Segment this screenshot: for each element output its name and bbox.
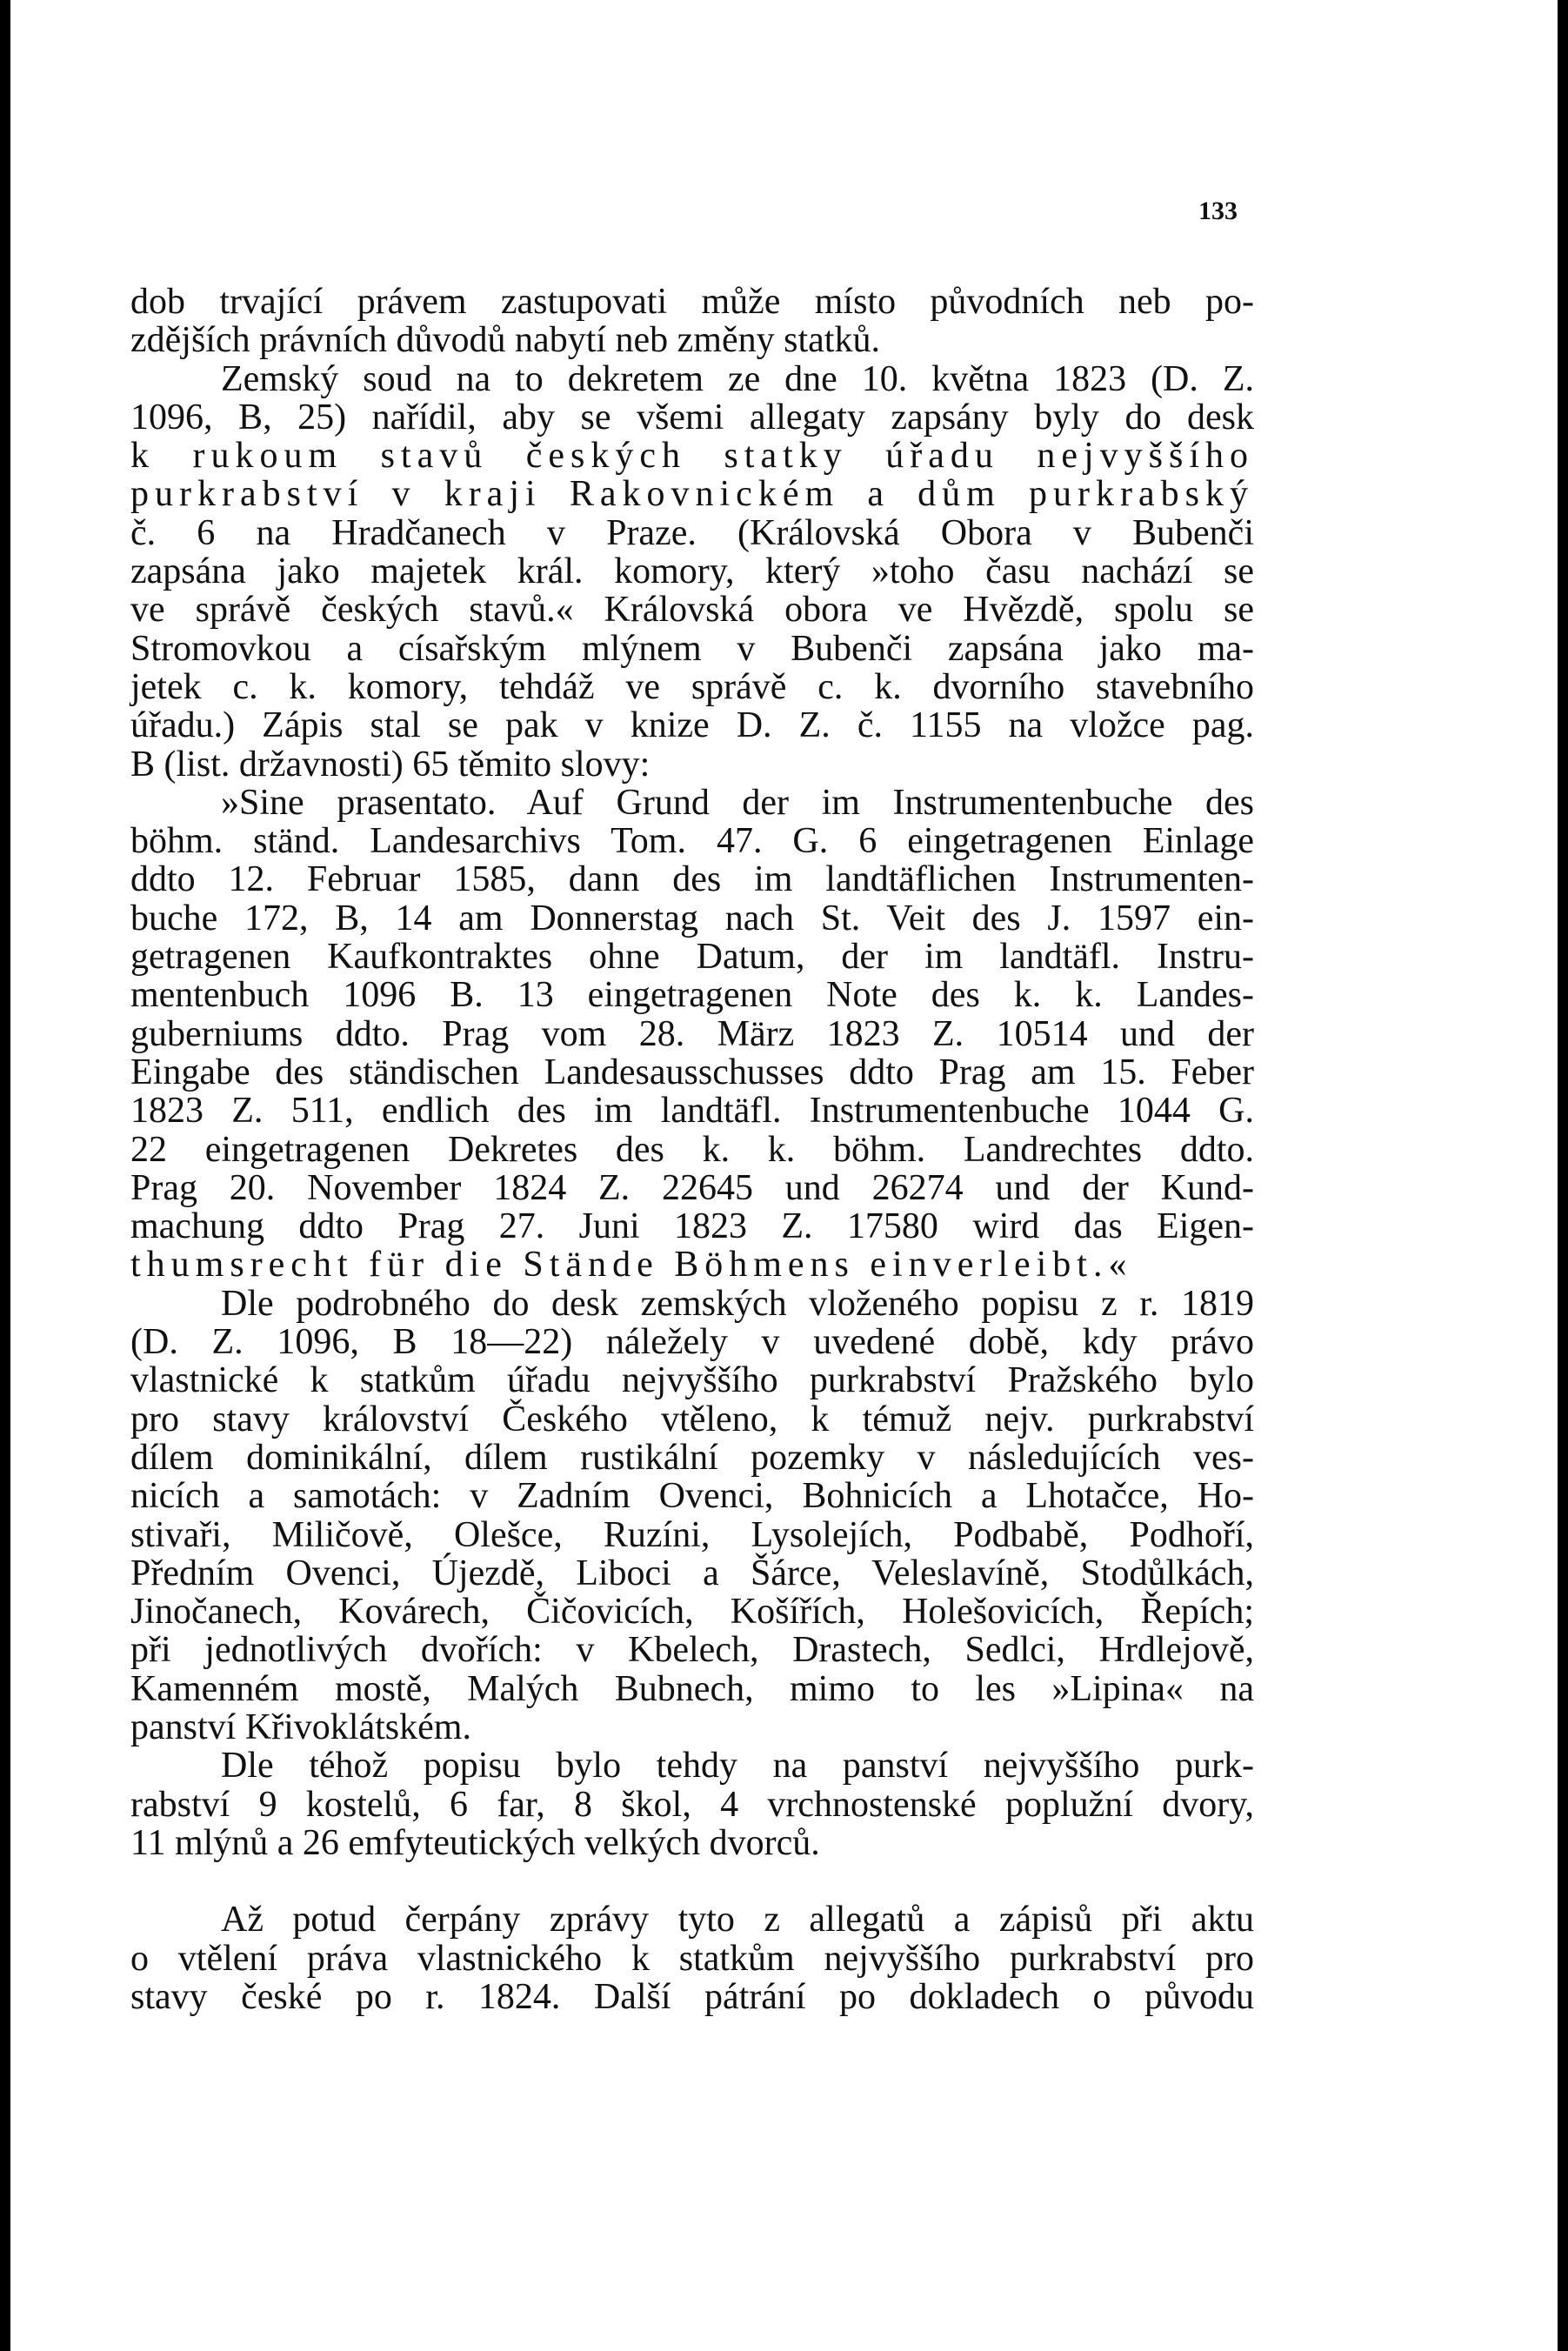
text-line: k rukoum stavů českých statky úřadu nejvyššího xyxy=(130,436,1254,477)
text-line: Prag 20. November 1824 Z. 22645 und 26274 und der Kund- xyxy=(130,1167,1254,1208)
text-line: 1823 Z. 511, endlich des im landtäfl. Instrumentenbuche 1044 G. xyxy=(130,1091,1254,1132)
text-line: zapsána jako majetek král. komory, který »toho času nachází se xyxy=(130,551,1254,592)
text-line: Zemský soud na to dekretem ze dne 10. května 1823 (D. Z. xyxy=(221,358,1254,399)
text-line: ddto 12. Februar 1585, dann des im landtäflichen Instrumenten- xyxy=(130,859,1254,900)
text-line: B (list. državnosti) 65 těmito slovy: xyxy=(130,744,651,785)
text-line: dílem dominikální, dílem rustikální pozemky v následujících ves- xyxy=(130,1437,1254,1478)
text-line: buche 172, B, 14 am Donnerstag nach St. Veit des J. 1597 ein- xyxy=(130,898,1254,938)
text-line: zdějších právních důvodů nabytí neb změny statků. xyxy=(130,320,880,361)
text-line: jetek c. k. komory, tehdáž ve správě c. k. dvorního stavebního xyxy=(130,666,1254,707)
text-line: nicích a samotách: v Zadním Ovenci, Bohnicích a Lhotačce, Ho- xyxy=(130,1476,1254,1517)
text-line: 11 mlýnů a 26 emfyteutických velkých dvorců. xyxy=(130,1822,820,1863)
text-line: Stromovkou a císařským mlýnem v Bubenči zapsána jako ma- xyxy=(130,628,1254,669)
page-number: 133 xyxy=(1198,197,1238,225)
text-line: dob trvající právem zastupovati může místo původních neb po- xyxy=(130,282,1254,322)
text-line: Předním Ovenci, Újezdě, Liboci a Šárce, Veleslavíně, Stodůlkách, xyxy=(130,1553,1254,1593)
text-line xyxy=(130,1862,1254,1900)
body-text xyxy=(130,283,1254,2016)
text-line: Dle téhož popisu bylo tehdy na panství nejvyššího purk- xyxy=(221,1746,1254,1787)
text-line: Až potud čerpány zprávy tyto z allegatů a zápisů při aktu xyxy=(221,1900,1254,1940)
text-line: vlastnické k statkům úřadu nejvyššího purkrabství Pražského bylo xyxy=(130,1360,1254,1401)
text-line: Eingabe des ständischen Landesausschusses ddto Prag am 15. Feber xyxy=(130,1052,1254,1092)
text-line: böhm. ständ. Landesarchivs Tom. 47. G. 6 eingetragenen Einlage xyxy=(130,821,1254,862)
text-line: úřadu.) Zápis stal se pak v knize D. Z. č. 1155 na vložce pag. xyxy=(130,705,1254,746)
text-line: 22 eingetragenen Dekretes des k. k. böhm. Landrechtes ddto. xyxy=(130,1129,1254,1170)
text-line: rabství 9 kostelů, 6 far, 8 škol, 4 vrchnostenské poplužní dvory, xyxy=(130,1784,1254,1825)
text-line: »Sine prasentato. Auf Grund der im Instrumentenbuche des xyxy=(221,782,1254,823)
text-line: stavy české po r. 1824. Další pátrání po dokladech o původu xyxy=(130,1977,1254,2018)
book-page xyxy=(10,0,1558,2351)
text-line: machung ddto Prag 27. Juni 1823 Z. 17580 wird das Eigen- xyxy=(130,1206,1254,1247)
text-line: stivaři, Miličově, Olešce, Ruzíni, Lysolejích, Podbabě, Podhoří, xyxy=(130,1514,1254,1555)
text-line: (D. Z. 1096, B 18—22) náležely v uvedené době, kdy právo xyxy=(130,1322,1254,1363)
text-line: o vtělení práva vlastnického k statkům nejvyššího purkrabství pro xyxy=(130,1938,1254,1979)
text-line: getragenen Kaufkontraktes ohne Datum, der im landtäfl. Instru- xyxy=(130,937,1254,978)
text-line: Jinočanech, Kovárech, Čičovicích, Košířích, Holešovicích, Řepích; xyxy=(130,1592,1254,1633)
text-line: panství Křivoklátském. xyxy=(130,1706,471,1747)
text-line: č. 6 na Hradčanech v Praze. (Královská Obora v Bubenči xyxy=(130,512,1254,553)
text-line: pro stavy království Českého vtěleno, k témuž nejv. purkrabství xyxy=(130,1399,1254,1439)
text-line: 1096, B, 25) nařídil, aby se všemi allegaty zapsány byly do desk xyxy=(130,397,1254,437)
text-line: Kamenném mostě, Malých Bubnech, mimo to les »Lipina« na xyxy=(130,1668,1254,1709)
text-line: guberniums ddto. Prag vom 28. März 1823 Z. 10514 und der xyxy=(130,1013,1254,1054)
text-line: thumsrecht für die Stände Böhmens einverleibt.« xyxy=(130,1245,1133,1286)
text-line: Dle podrobného do desk zemských vloženého popisu z r. 1819 xyxy=(221,1283,1254,1324)
text-line: ve správě českých stavů.« Královská obora ve Hvězdě, spolu se xyxy=(130,590,1254,631)
text-line: mentenbuch 1096 B. 13 eingetragenen Note des k. k. Landes- xyxy=(130,975,1254,1016)
text-line: při jednotlivých dvořích: v Kbelech, Drastech, Sedlci, Hrdlejově, xyxy=(130,1630,1254,1671)
text-line: purkrabství v kraji Rakovnickém a dům purkrabský xyxy=(130,474,1254,515)
